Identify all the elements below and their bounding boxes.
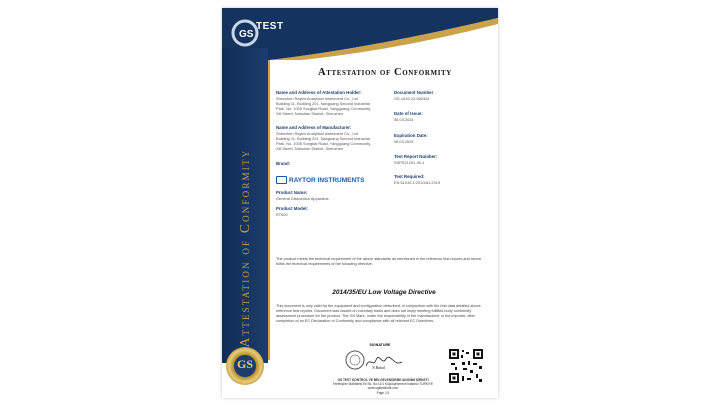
product-name-value: General Dissolution Apparatus: [276, 196, 329, 201]
manufacturer-label: Name and Address of Manufacturer:: [276, 125, 352, 130]
brand-logo: [276, 176, 364, 184]
brand-icon: [276, 176, 287, 184]
brand-label: Brand:: [276, 161, 291, 166]
date-of-issue-label: Date of Issue:: [394, 111, 423, 116]
test-required-label: Test Required:: [394, 174, 425, 179]
document-number-value: GS-1615-23-060324: [394, 96, 430, 101]
signature: [364, 354, 404, 370]
test-report-label: Test Report Number:: [394, 154, 438, 159]
expiration-date-label: Expiration Date:: [394, 133, 428, 138]
footer-page: Page 1/1: [376, 390, 390, 395]
brand-name: RAYTOR INSTRUMENTS: [289, 176, 365, 184]
product-model-value: RT600: [276, 212, 288, 217]
certificate: [222, 8, 498, 398]
footer: [276, 378, 490, 395]
expiration-date-value: 06.03.2029: [394, 139, 414, 144]
document-number-label: Document Number: [394, 90, 434, 95]
logo-mark: GS: [239, 29, 254, 40]
date-of-issue-value: 06.03.2024: [394, 117, 414, 122]
signature-name: N.Bakal: [372, 365, 385, 370]
product-model-label: Product Model:: [276, 206, 308, 211]
footer-web: www.sgstestindit.com: [367, 386, 399, 391]
disclaimer-text: This document is only valid for the equipment and configuration described, in conjunction with the test data detailed above reference test reports. Document was issued on voluntary basis and does not imply meeting fulfilled body conformity assessment procedure for the product. The GS Mark, under the responsibility of the manufacturer or the importer, after completion of an EC Declaration of Conformity and compliance with all relevant EC Directives.: [276, 304, 481, 323]
gs-seal-icon: [226, 347, 264, 385]
manufacturer-address: Shenzhen Raytor Analytical Instrument Co., Ltd Building 11, Building 201, Nanguang Second Industrial Park, No. 1005 Songbai Road, Yangguang Community, Xili Street, Nanshan District, Shenzhen: [276, 131, 371, 151]
test-report-value: SSPS21201-35-1: [394, 160, 425, 165]
logo-text: TEST: [256, 21, 284, 32]
holder-address: Shenzhen Raytor Analytical Instrument Co., Ltd Building 11, Building 201, Nanguang Second Industrial Park, No. 1005 Songbai Road, Yangguang Community, Xili Street, Nanshan District, Shenzhen: [276, 96, 371, 116]
conformity-statement: The product meets the technical requirement of the above standards as mentioned in the reference test reports and hence fulfils the technical requirements of the following directive.: [276, 257, 482, 266]
seal-mark: GS: [237, 357, 254, 371]
product-name-label: Product Name:: [276, 190, 308, 195]
footer-address: Fertekçiler Mahallesi Eti Sk. No:11/1 Küçükçekmece İstanbul TÜRKİYE: [332, 382, 434, 387]
side-banner-text: Attestation of Conformity: [237, 148, 252, 348]
signature-label: SIGNATURE: [369, 343, 391, 347]
holder-label: Name and Address of Attestation Holder:: [276, 90, 362, 95]
directive-title: 2014/35/EU Low Voltage Directive: [332, 289, 436, 296]
side-band: [222, 48, 268, 363]
test-required-value: EN 61010-1:2010/A1:2019: [394, 180, 441, 185]
footer-company: GS TEST KONTROL VE BELGELENDİRME ANONİM ŞİRKETİ: [337, 378, 429, 382]
gold-divider: [268, 60, 270, 360]
document-title: Attestation of Conformity: [318, 67, 452, 78]
